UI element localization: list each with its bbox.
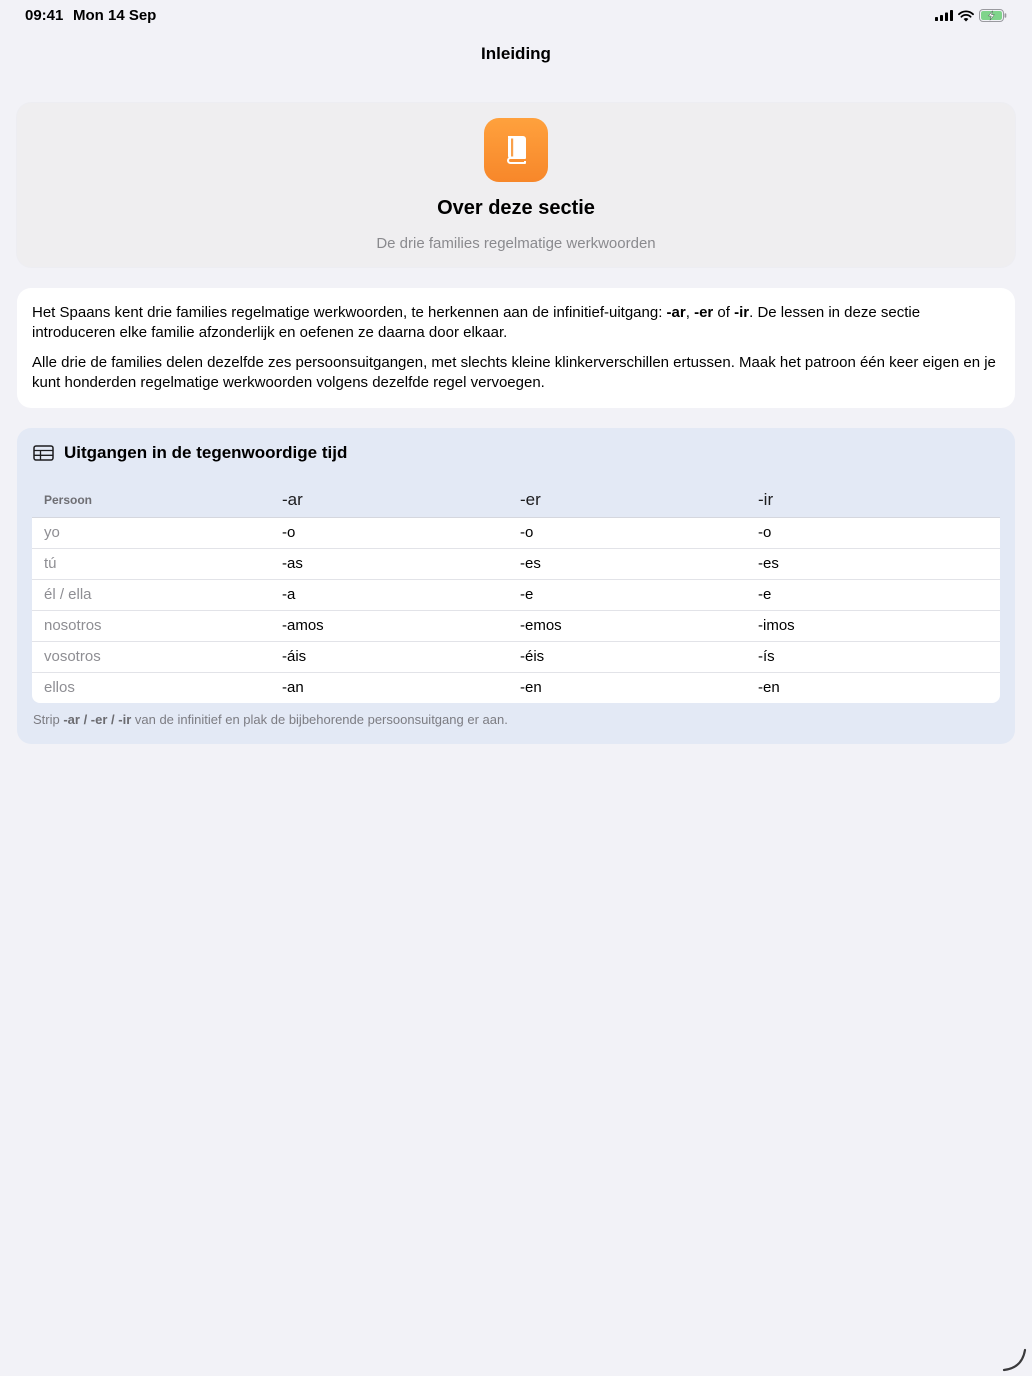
table-header [33, 443, 347, 463]
cell-ar: -as [282, 555, 303, 572]
status-date: Mon 14 Sep [73, 7, 157, 24]
cell-ir: -ís [758, 648, 775, 665]
table-row [32, 580, 1000, 611]
table-body [32, 517, 1000, 703]
section-hero-card [17, 103, 1015, 267]
cell-ir: -e [758, 586, 772, 603]
cell-ir: -o [758, 524, 772, 541]
cell-person: yo [44, 524, 60, 541]
intro-text: . De lessen in deze sectie introduceren elke familie afzonderlijk en oefenen ze daarna door elkaar. [32, 304, 921, 341]
table-title: Uitgangen in de tegenwoordige tijd [64, 443, 348, 462]
cell-er: -e [520, 586, 534, 603]
cell-er: -éis [520, 648, 545, 665]
cell-ar: -áis [282, 648, 307, 665]
cell-ir: -imos [758, 617, 795, 634]
hero-title: Over deze sectie [437, 197, 595, 219]
battery-charging-icon [979, 9, 1007, 22]
hero-subtitle: De drie families regelmatige werkwoorden [376, 235, 656, 252]
intro-text: of [713, 304, 735, 321]
footnote-text: Strip [33, 712, 64, 727]
status-time: 09:41 [25, 7, 64, 24]
suffix-er: -er [694, 304, 714, 321]
cell-er: -es [520, 555, 541, 572]
column-header-ar: -ar [282, 490, 303, 509]
nav-title: Inleiding [481, 44, 551, 63]
book-icon [484, 118, 548, 182]
column-header-person: Persoon [44, 493, 93, 507]
intro-text: Het Spaans kent drie families regelmatige werkwoorden, te herkennen aan de infinitief-uitgang: [32, 304, 667, 321]
cell-person: nosotros [44, 617, 102, 634]
cellular-signal-icon [935, 10, 953, 21]
cell-ir: -en [758, 679, 780, 696]
cell-ar: -o [282, 524, 296, 541]
cell-ar: -amos [282, 617, 324, 634]
cell-person: vosotros [44, 648, 101, 665]
intro-card [17, 288, 1015, 408]
suffix-ir: -ir [734, 304, 750, 321]
intro-paragraph-1 [32, 303, 997, 343]
cell-person: ellos [44, 679, 75, 696]
intro-paragraph-2: Alle drie de families delen dezelfde zes persoonsuitgangen, met slechts kleine klinkerverschillen ertussen. Maak het patroon één keer eigen en je kunt honderden regelmatige werkwoorden volgens dezelfde regel vervoegen. [32, 354, 996, 391]
cell-person: tú [44, 555, 57, 572]
suffix-ar: -ar [666, 304, 686, 321]
table-icon [33, 445, 54, 461]
table-footnote [33, 712, 508, 727]
footnote-suffixes: -ar / -er / -ir [63, 712, 132, 727]
table-row [32, 642, 1000, 673]
wifi-icon [958, 10, 974, 22]
table-row [32, 611, 1000, 642]
cell-er: -o [520, 524, 534, 541]
cell-er: -emos [520, 617, 562, 634]
column-header-er: -er [520, 490, 541, 509]
cell-ar: -a [282, 586, 296, 603]
status-icons [935, 9, 1007, 22]
conjugation-table-card [17, 428, 1015, 744]
table-row [32, 518, 1000, 549]
status-bar [0, 0, 1032, 32]
table-row [32, 673, 1000, 703]
cell-person: él / ella [44, 586, 92, 603]
resize-corner-icon[interactable] [1002, 1346, 1028, 1372]
intro-text: , [685, 304, 695, 321]
cell-ir: -es [758, 555, 779, 572]
footnote-text: van de infinitief en plak de bijbehorende persoonsuitgang er aan. [131, 712, 508, 727]
table-row [32, 549, 1000, 580]
column-header-ir: -ir [758, 490, 774, 509]
cell-er: -en [520, 679, 542, 696]
cell-ar: -an [282, 679, 304, 696]
